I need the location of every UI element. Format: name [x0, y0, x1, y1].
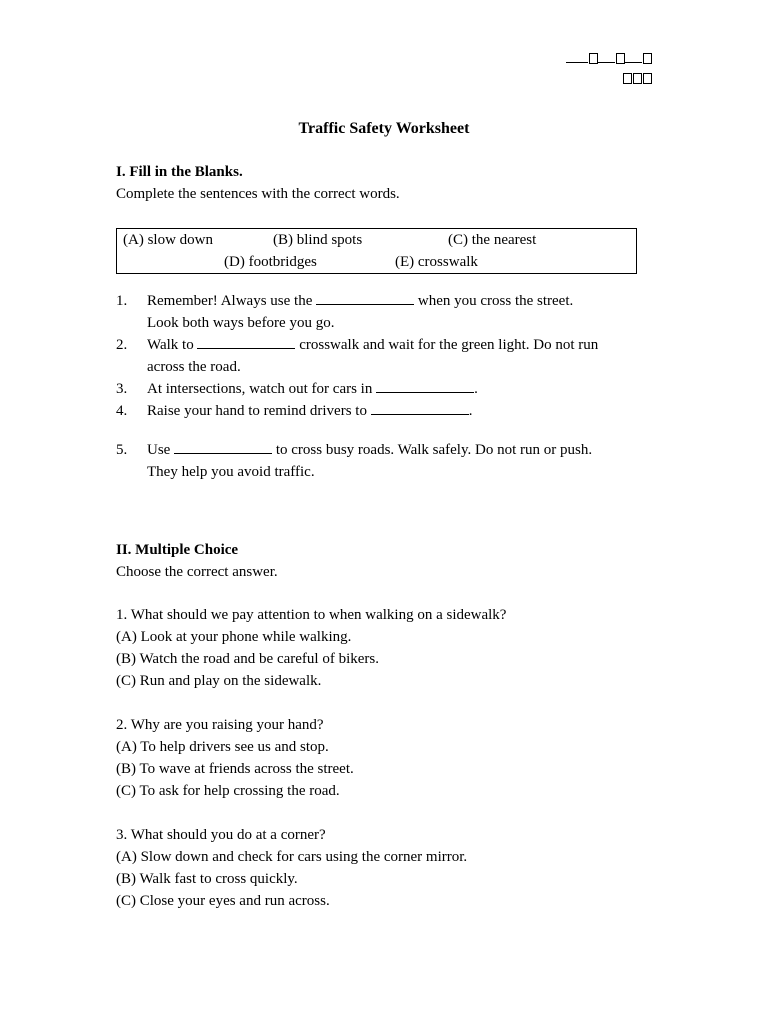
- item-2-before: Walk to: [147, 337, 194, 353]
- section-1-heading: I. Fill in the Blanks.: [116, 164, 243, 180]
- item-3-before: At intersections, watch out for cars in: [147, 381, 373, 397]
- item-4-number: 4.: [116, 403, 128, 419]
- item-2-line2: across the road.: [147, 359, 241, 375]
- item-5-number: 5.: [116, 442, 128, 458]
- class-line: [622, 68, 652, 90]
- item-5-line2: They help you avoid traffic.: [147, 464, 315, 480]
- word-bank-c: (C) the nearest: [448, 232, 537, 248]
- question-3-option-a[interactable]: (A) Slow down and check for cars using the corner mirror.: [116, 849, 468, 865]
- word-bank-b: (B) blind spots: [273, 232, 363, 248]
- item-4-blank[interactable]: [371, 400, 469, 415]
- item-1-line2: Look both ways before you go.: [147, 315, 335, 331]
- word-bank-e: (E) crosswalk: [395, 254, 478, 270]
- item-2-line: [147, 334, 598, 356]
- item-5-blank[interactable]: [174, 439, 272, 454]
- class-glyph: [633, 73, 642, 84]
- question-3-option-c[interactable]: (C) Close your eyes and run across.: [116, 893, 330, 909]
- class-blank[interactable]: [598, 49, 615, 63]
- question-3-option-b[interactable]: (B) Walk fast to cross quickly.: [116, 871, 298, 887]
- question-3: 3. What should you do at a corner?: [116, 827, 326, 843]
- question-1-option-c[interactable]: (C) Run and play on the sidewalk.: [116, 673, 322, 689]
- item-4-before: Raise your hand to remind drivers to: [147, 403, 367, 419]
- class-glyph: [623, 73, 632, 84]
- word-bank-d: (D) footbridges: [224, 254, 317, 270]
- item-5-before: Use: [147, 442, 171, 458]
- item-2-blank[interactable]: [197, 334, 295, 349]
- name-glyph-2: [616, 53, 625, 64]
- question-1: 1. What should we pay attention to when walking on a sidewalk?: [116, 607, 507, 623]
- item-3-blank[interactable]: [376, 378, 474, 393]
- item-4-line: [147, 400, 472, 422]
- item-1-before: Remember! Always use the: [147, 293, 313, 309]
- item-2-number: 2.: [116, 337, 128, 353]
- item-3-after: .: [474, 381, 478, 397]
- name-blank[interactable]: [566, 49, 588, 63]
- section-1-instruction: Complete the sentences with the correct words.: [116, 186, 400, 202]
- item-3-number: 3.: [116, 381, 128, 397]
- item-1-line: [147, 290, 573, 312]
- item-1-number: 1.: [116, 293, 128, 309]
- section-2-heading: II. Multiple Choice: [116, 542, 239, 558]
- question-2: 2. Why are you raising your hand?: [116, 717, 324, 733]
- class-glyph: [643, 73, 652, 84]
- item-1-blank[interactable]: [316, 290, 414, 305]
- number-blank[interactable]: [625, 49, 642, 63]
- name-glyph-3: [643, 53, 652, 64]
- item-3-line: [147, 378, 478, 400]
- name-line: [566, 48, 652, 70]
- question-2-option-b[interactable]: (B) To wave at friends across the street.: [116, 761, 354, 777]
- question-2-option-a[interactable]: (A) To help drivers see us and stop.: [116, 739, 329, 755]
- item-4-after: .: [468, 403, 473, 419]
- page-title: Traffic Safety Worksheet: [298, 120, 470, 137]
- section-2-instruction: Choose the correct answer.: [116, 564, 278, 580]
- question-1-option-a[interactable]: (A) Look at your phone while walking.: [116, 629, 352, 645]
- name-glyph-1: [589, 53, 598, 64]
- item-2-after: crosswalk and wait for the green light. Do not run: [299, 337, 599, 353]
- word-bank-a: (A) slow down: [123, 232, 213, 248]
- question-1-option-b[interactable]: (B) Watch the road and be careful of bikers.: [116, 651, 379, 667]
- item-5-line: [147, 439, 592, 461]
- item-5-after: to cross busy roads. Walk safely. Do not run or push.: [275, 442, 593, 458]
- item-1-after: when you cross the street.: [417, 293, 574, 309]
- question-2-option-c[interactable]: (C) To ask for help crossing the road.: [116, 783, 340, 799]
